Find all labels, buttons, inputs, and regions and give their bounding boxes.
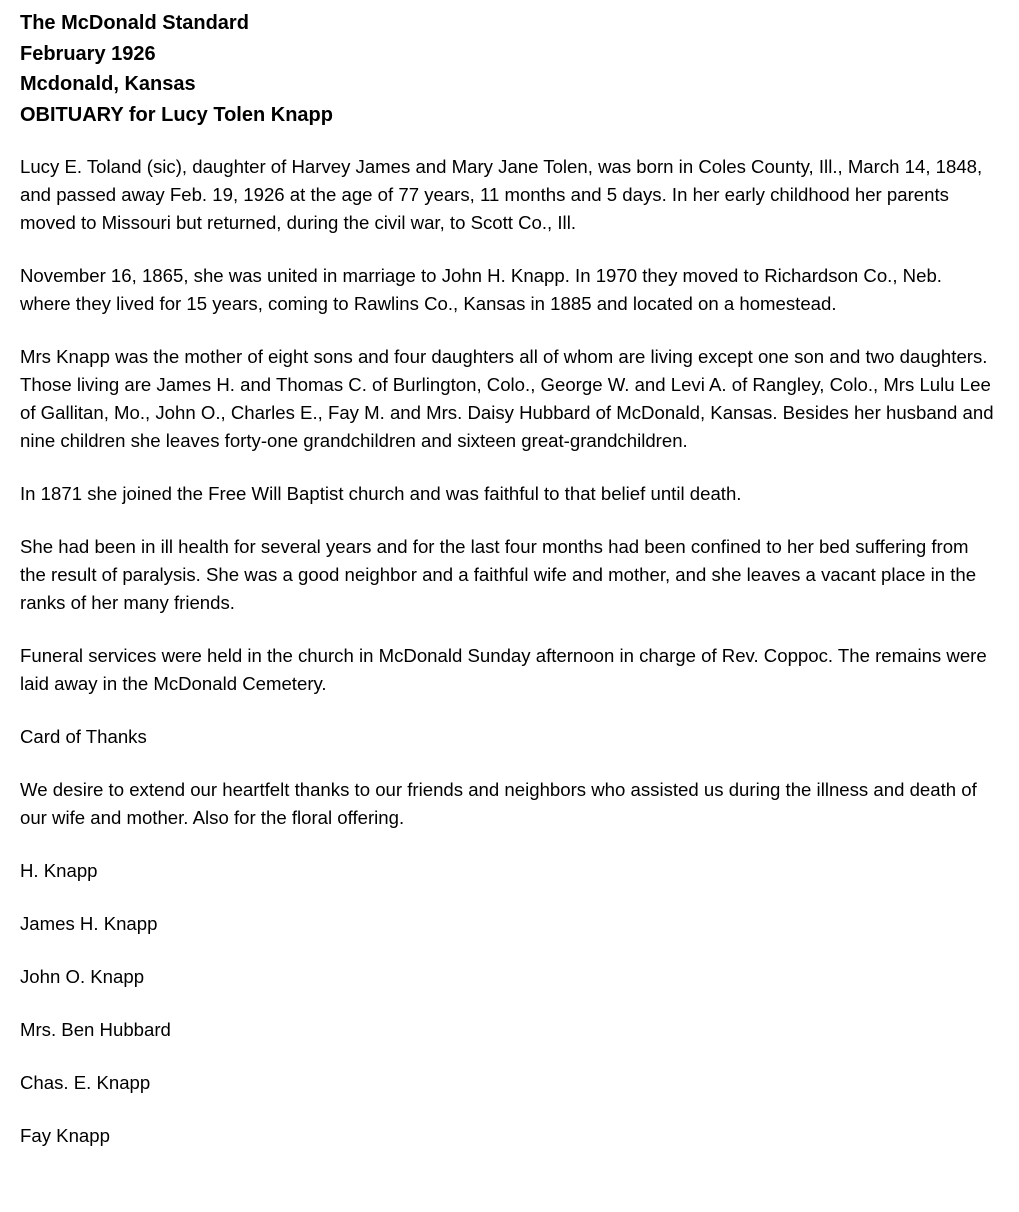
paragraph-illness: She had been in ill health for several years and for the last four months had been confined to her bed suffering from the result of paralysis. She was a good neighbor and a faithful wife and mother, and she leaves a vacant place in the ranks of her many friends. — [20, 536, 977, 613]
signature-line: Fay Knapp — [20, 1125, 110, 1146]
paragraph-marriage: November 16, 1865, she was united in marriage to John H. Knapp. In 1970 they moved to Richardson Co., Neb. where they lived for 15 years, coming to Rawlins Co., Kansas in 1885 and located on a homestead. — [20, 265, 942, 314]
signature-line: H. Knapp — [20, 860, 98, 881]
obituary-title: OBITUARY for Lucy Tolen Knapp — [20, 103, 333, 126]
card-of-thanks-heading: Card of Thanks — [20, 726, 147, 747]
publication-date: February 1926 — [20, 42, 156, 65]
signature-line: Chas. E. Knapp — [20, 1072, 151, 1093]
newspaper-name: The McDonald Standard — [20, 12, 249, 34]
signature-line: James H. Knapp — [20, 913, 158, 934]
publication-location: Mcdonald, Kansas — [20, 73, 196, 95]
signature-line: John O. Knapp — [20, 966, 145, 987]
paragraph-funeral: Funeral services were held in the church in McDonald Sunday afternoon in charge of Rev. Coppoc. The remains were laid away in the McDonald Cemetery. — [20, 645, 987, 694]
document-page — [20, 8, 995, 1175]
paragraph-church: In 1871 she joined the Free Will Baptist church and was faithful to that belief until death. — [20, 483, 742, 504]
signature-line: Mrs. Ben Hubbard — [20, 1019, 171, 1040]
paragraph-thanks: We desire to extend our heartfelt thanks to our friends and neighbors who assisted us during the illness and death of our wife and mother. Also for the floral offering. — [20, 779, 977, 828]
paragraph-birth: Lucy E. Toland (sic), daughter of Harvey James and Mary Jane Tolen, was born in Coles County, Ill., March 14, 1848, and passed away Feb. 19, 1926 at the age of 77 years, 11 months and 5 days. In her early childhood her parents moved to Missouri but returned, during the civil war, to Scott Co., Ill. — [20, 156, 983, 233]
document-header — [20, 8, 995, 130]
paragraph-family: Mrs Knapp was the mother of eight sons and four daughters all of whom are living except one son and two daughters. Those living are James H. and Thomas C. of Burlington, Colo., George W. and Levi A. of Rangley, Colo., Mrs Lulu Lee of Gallitan, Mo., John O., Charles E., Fay M. and Mrs. Daisy Hubbard of McDonald, Kansas. Besides her husband and nine children she leaves forty-one grandchildren and sixteen great-grandchildren. — [20, 346, 994, 451]
